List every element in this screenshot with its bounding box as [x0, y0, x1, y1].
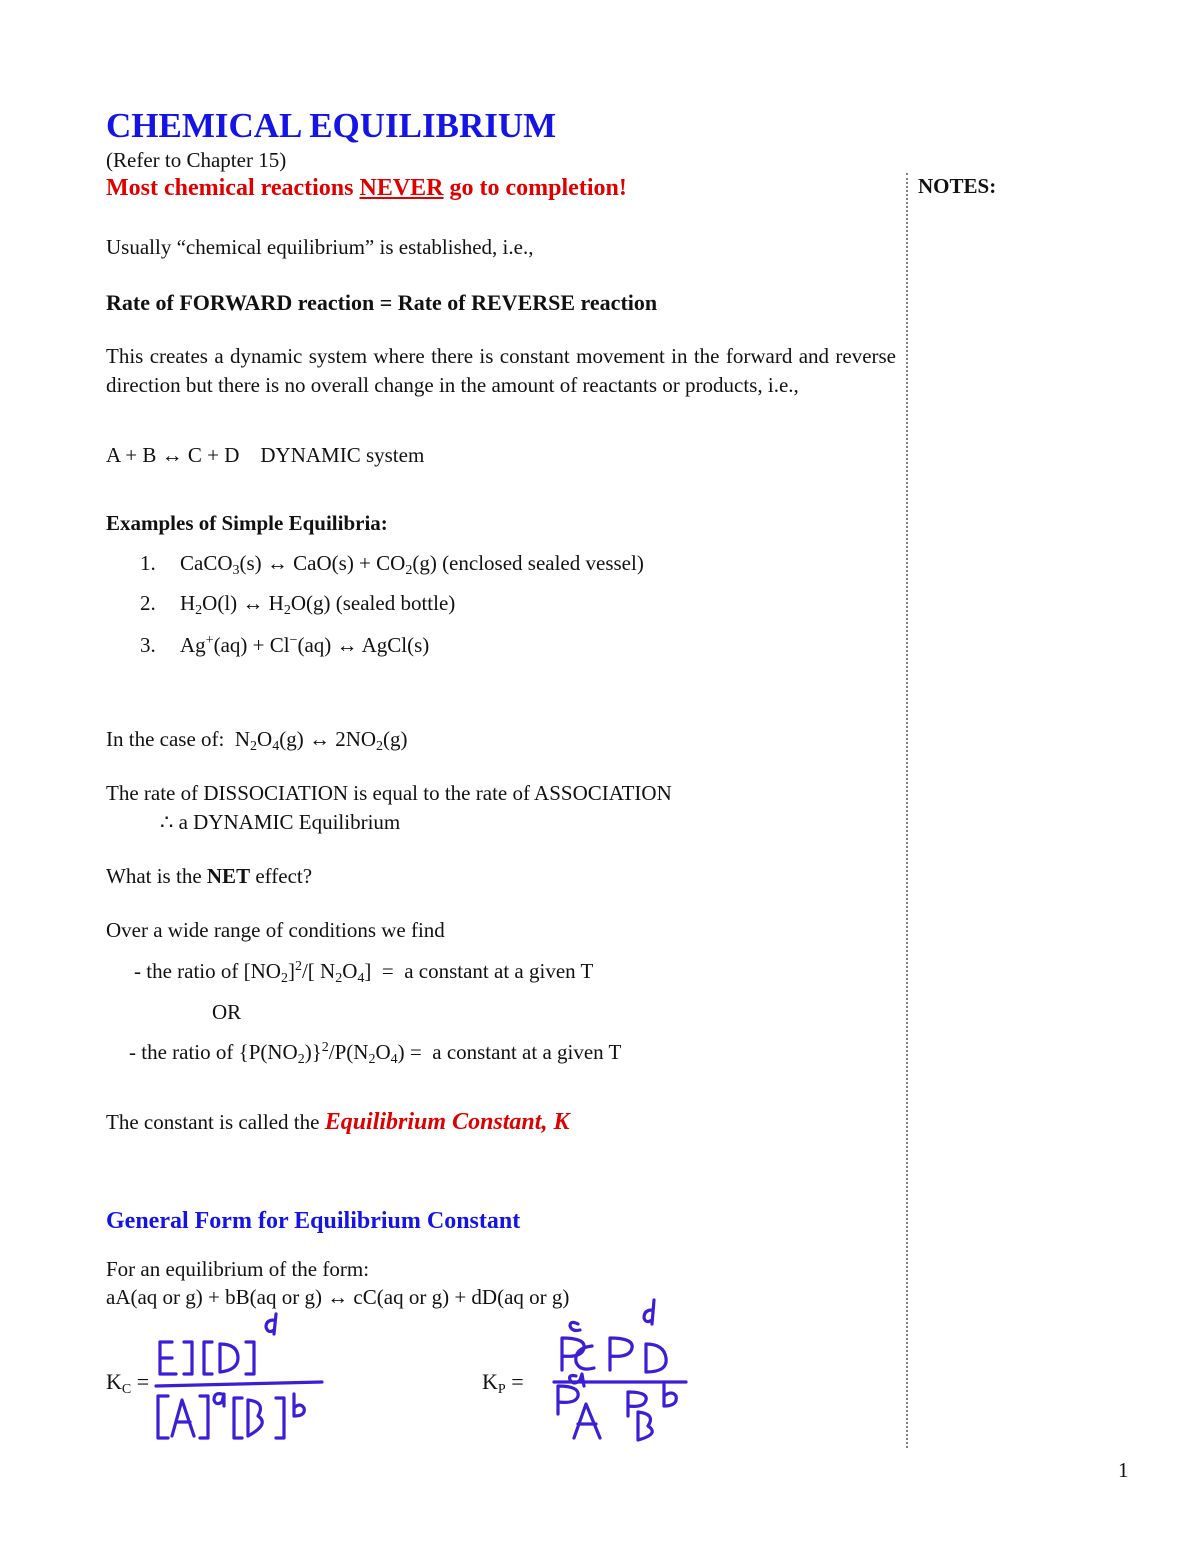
example-item [140, 549, 644, 577]
subscript: 2 [297, 1052, 305, 1067]
example-text: Ag [180, 633, 206, 657]
case-text: (g) ↔ 2NO [279, 727, 377, 751]
subscript: 2 [283, 603, 291, 618]
handwritten-kp-expression [546, 1288, 696, 1448]
warning-text-end: go to completion! [443, 175, 627, 201]
net-text: What is the [106, 864, 207, 888]
superscript: + [205, 633, 214, 648]
example-number: 2. [140, 591, 156, 615]
ratio-text: O [375, 1040, 391, 1064]
page-title: CHEMICAL EQUILIBRIUM [106, 106, 557, 145]
concentration-ratio-line [134, 957, 593, 985]
subscript: 2 [368, 1052, 376, 1067]
subscript: 4 [390, 1052, 398, 1067]
equals-sign: = [131, 1369, 150, 1394]
rate-text-1: Rate of [106, 290, 180, 315]
example-number: 3. [140, 633, 156, 657]
k-letter: K [482, 1369, 498, 1394]
subscript: 2 [405, 563, 413, 578]
example-text: O(g) (sealed bottle) [290, 591, 456, 615]
general-equation: aA(aq or g) + bB(aq or g) ↔ cC(aq or g) + dD(aq or g) [106, 1285, 570, 1309]
handwritten-kc-expression [150, 1312, 340, 1452]
therefore-line: ∴ a DYNAMIC Equilibrium [160, 810, 401, 834]
example-text: (aq) + Cl [213, 633, 290, 657]
superscript: 2 [321, 1040, 329, 1055]
n2o4-case-line [106, 725, 408, 753]
k-letter: K [106, 1369, 122, 1394]
examples-heading: Examples of Simple Equilibria: [106, 511, 388, 535]
ratio-text: - the ratio of [NO [134, 959, 281, 983]
net-bold-word: NET [206, 864, 251, 888]
subscript: P [497, 1382, 506, 1397]
warning-underlined-word: NEVER [359, 175, 444, 201]
general-form-heading: General Form for Equilibrium Constant [106, 1208, 521, 1234]
ratio-text: - the ratio of {P(NO [129, 1040, 298, 1064]
case-text: (g) [383, 727, 408, 751]
ratio-text: O [342, 959, 358, 983]
ratio-text: /[ N [301, 959, 336, 983]
dynamic-system-paragraph: This creates a dynamic system where there is constant movement in the forward and reverse direction but there is no overall change in the amount of reactants or products, i.e., [106, 344, 896, 397]
subscript: 3 [232, 563, 240, 578]
subscript: C [121, 1382, 132, 1397]
ratio-text: /P(N [328, 1040, 369, 1064]
rate-text-2: reaction = Rate of [292, 290, 472, 315]
rate-text-3: reaction [575, 290, 658, 315]
subscript: 2 [195, 603, 203, 618]
net-text: effect? [250, 864, 313, 888]
subscript: 4 [357, 971, 365, 986]
superscript: 2 [294, 959, 302, 974]
ratio-text: ) = a constant at a given T [397, 1040, 622, 1064]
ratio-text: ] [287, 959, 295, 983]
kc-label [106, 1368, 149, 1396]
equals-sign: = [505, 1369, 524, 1394]
forward-word: FORWARD [179, 290, 293, 315]
subscript: 4 [272, 739, 280, 754]
completion-warning [106, 175, 627, 202]
subscript: 2 [335, 971, 343, 986]
form-intro: For an equilibrium of the form: [106, 1257, 370, 1281]
notes-label: NOTES: [918, 174, 997, 198]
equilibrium-constant-line [106, 1108, 569, 1136]
dynamic-equation: A + B ↔ C + D DYNAMIC system [106, 443, 425, 467]
net-effect-question [106, 862, 312, 890]
ratio-text: )} [304, 1040, 322, 1064]
case-text: O [257, 727, 273, 751]
intro-line: Usually “chemical equilibrium” is established, i.e., [106, 235, 534, 259]
equilibrium-constant-term: Equilibrium Constant, K [324, 1109, 570, 1135]
example-text: CaCO [180, 551, 233, 575]
chapter-reference: (Refer to Chapter 15) [106, 148, 287, 172]
dissociation-line: The rate of DISSOCIATION is equal to the rate of ASSOCIATION [106, 781, 672, 805]
subscript: 2 [250, 739, 258, 754]
kp-label [482, 1368, 524, 1396]
subscript: 2 [280, 971, 288, 986]
constant-text: The constant is called the [106, 1110, 325, 1134]
page-number: 1 [1118, 1458, 1129, 1482]
example-item [140, 589, 455, 617]
example-item [140, 631, 429, 659]
superscript: − [289, 633, 298, 648]
conditions-line: Over a wide range of conditions we find [106, 918, 445, 942]
example-number: 1. [140, 551, 156, 575]
subscript: 2 [376, 739, 384, 754]
case-text: In the case of: N [106, 727, 251, 751]
reverse-word: REVERSE [471, 290, 576, 315]
example-text: (s) ↔ CaO(s) + CO [239, 551, 406, 575]
example-text: (g) (enclosed sealed vessel) [412, 551, 644, 575]
or-label: OR [212, 1000, 242, 1024]
example-text: H [180, 591, 196, 615]
pressure-ratio-line [129, 1038, 621, 1066]
example-text: (aq) ↔ AgCl(s) [297, 633, 430, 657]
warning-text-start: Most chemical reactions [106, 175, 360, 201]
ratio-text: ] = a constant at a given T [364, 959, 594, 983]
example-text: O(l) ↔ H [202, 591, 284, 615]
rate-statement [106, 289, 657, 317]
notes-column-divider [906, 173, 908, 1448]
